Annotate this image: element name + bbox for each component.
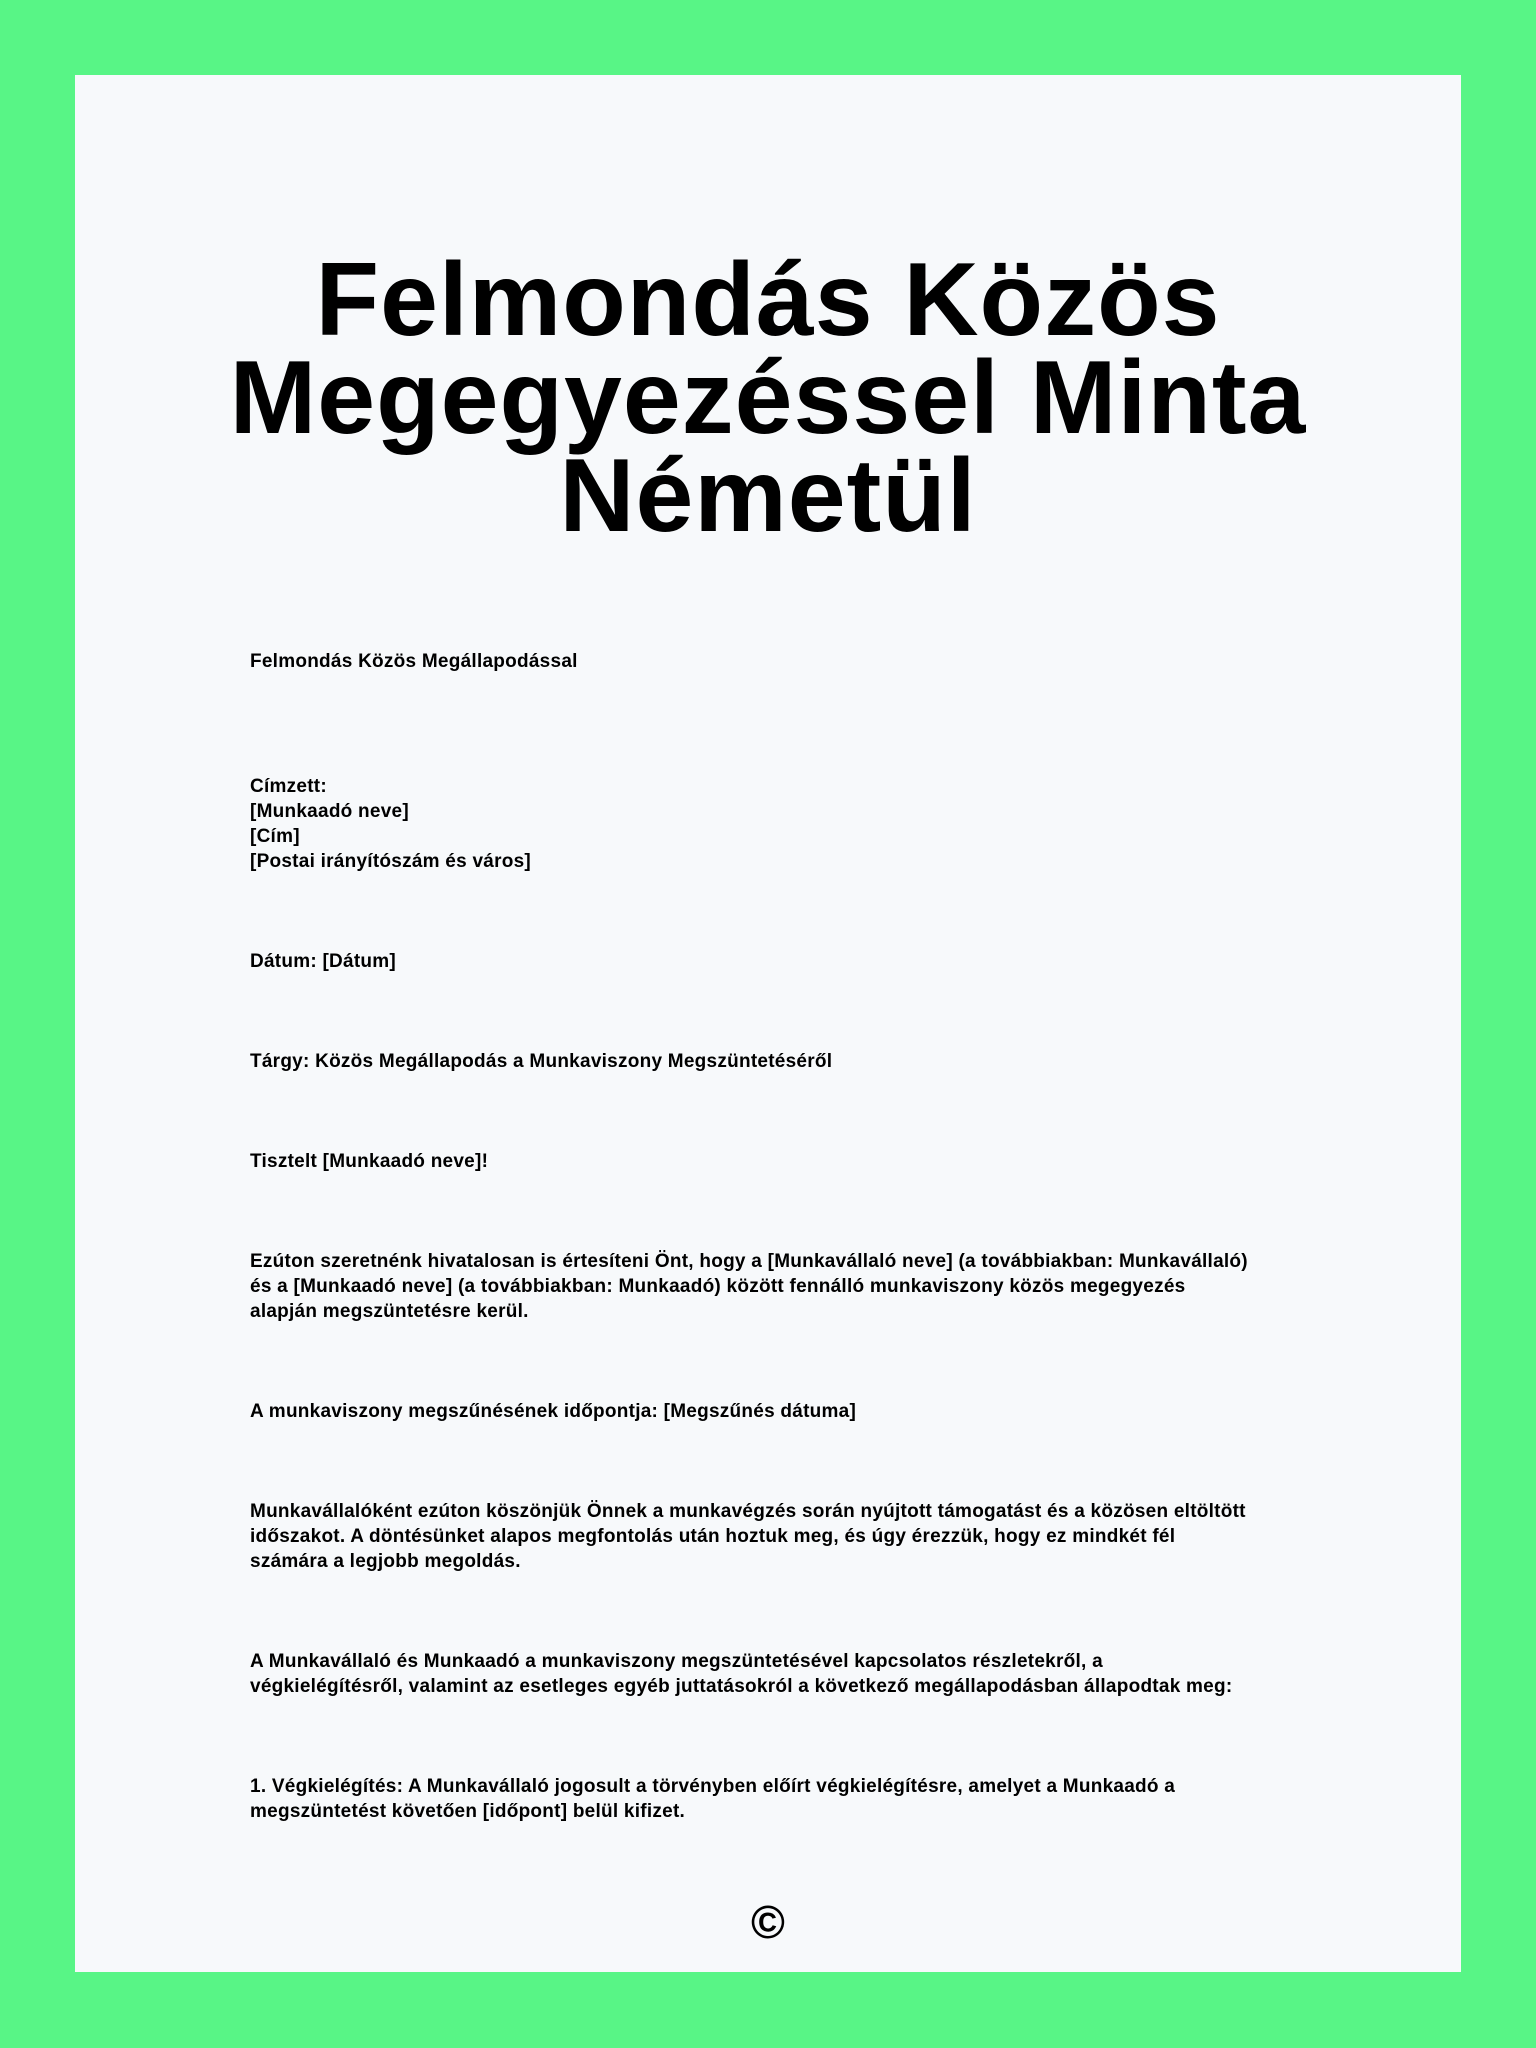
title-line-2: Megegyezéssel Minta [229, 340, 1307, 456]
document-page [75, 75, 1461, 1972]
subject-line: Tárgy: Közös Megállapodás a Munkaviszony Megszüntetéséről [250, 1051, 833, 1072]
paragraph-agreement [250, 1649, 1310, 1699]
page-title [75, 242, 1461, 554]
recipient-label: Címzett: [250, 776, 327, 797]
title-line-3: Németül [559, 438, 977, 554]
date-line: Dátum: [Dátum] [250, 951, 396, 972]
title-line-1: Felmondás Közös [315, 242, 1221, 358]
paragraph-thanks [250, 1499, 1310, 1574]
recipient-block [250, 774, 1310, 874]
paragraph-line: alapján megszüntetésre kerül. [250, 1301, 529, 1322]
list-item-severance [250, 1774, 1310, 1824]
paragraph-line: A Munkavállaló és Munkaadó a munkaviszony megszüntetésével kapcsolatos részletekről, a [250, 1651, 1103, 1672]
paragraph-notification [250, 1249, 1310, 1324]
paragraph-line: és a [Munkaadó neve] (a továbbiakban: Munkaadó) között fennálló munkaviszony közös megegyezés [250, 1276, 1186, 1297]
paragraph-line: Ezúton szeretnénk hivatalosan is értesíteni Önt, hogy a [Munkavállaló neve] (a továbbiakban: Munkavállaló) [250, 1251, 1248, 1272]
recipient-name: [Munkaadó neve] [250, 801, 409, 822]
salutation: Tisztelt [Munkaadó neve]! [250, 1151, 489, 1172]
paragraph-line: időszakot. A döntésünket alapos megfontolás után hoztuk meg, és úgy érezzük, hogy ez mindkét fél [250, 1526, 1176, 1547]
paragraph-line: megszüntetést követően [időpont] belül kifizet. [250, 1801, 686, 1822]
recipient-postal: [Postai irányítószám és város] [250, 851, 531, 872]
paragraph-line: végkielégítésről, valamint az esetleges egyéb juttatásokról a következő megállapodásban állapodtak meg: [250, 1676, 1233, 1697]
paragraph-line: Munkavállalóként ezúton köszönjük Önnek a munkavégzés során nyújtott támogatást és a közösen eltöltött [250, 1501, 1246, 1522]
copyright-icon: © [751, 1896, 785, 1948]
end-date-line: A munkaviszony megszűnésének időpontja: [Megszűnés dátuma] [250, 1401, 857, 1422]
document-subtitle: Felmondás Közös Megállapodással [250, 651, 578, 672]
paragraph-line: számára a legjobb megoldás. [250, 1551, 521, 1572]
paragraph-line: 1. Végkielégítés: A Munkavállaló jogosult a törvényben előírt végkielégítésre, amelyet a Munkaadó a [250, 1776, 1176, 1797]
recipient-address: [Cím] [250, 826, 300, 847]
